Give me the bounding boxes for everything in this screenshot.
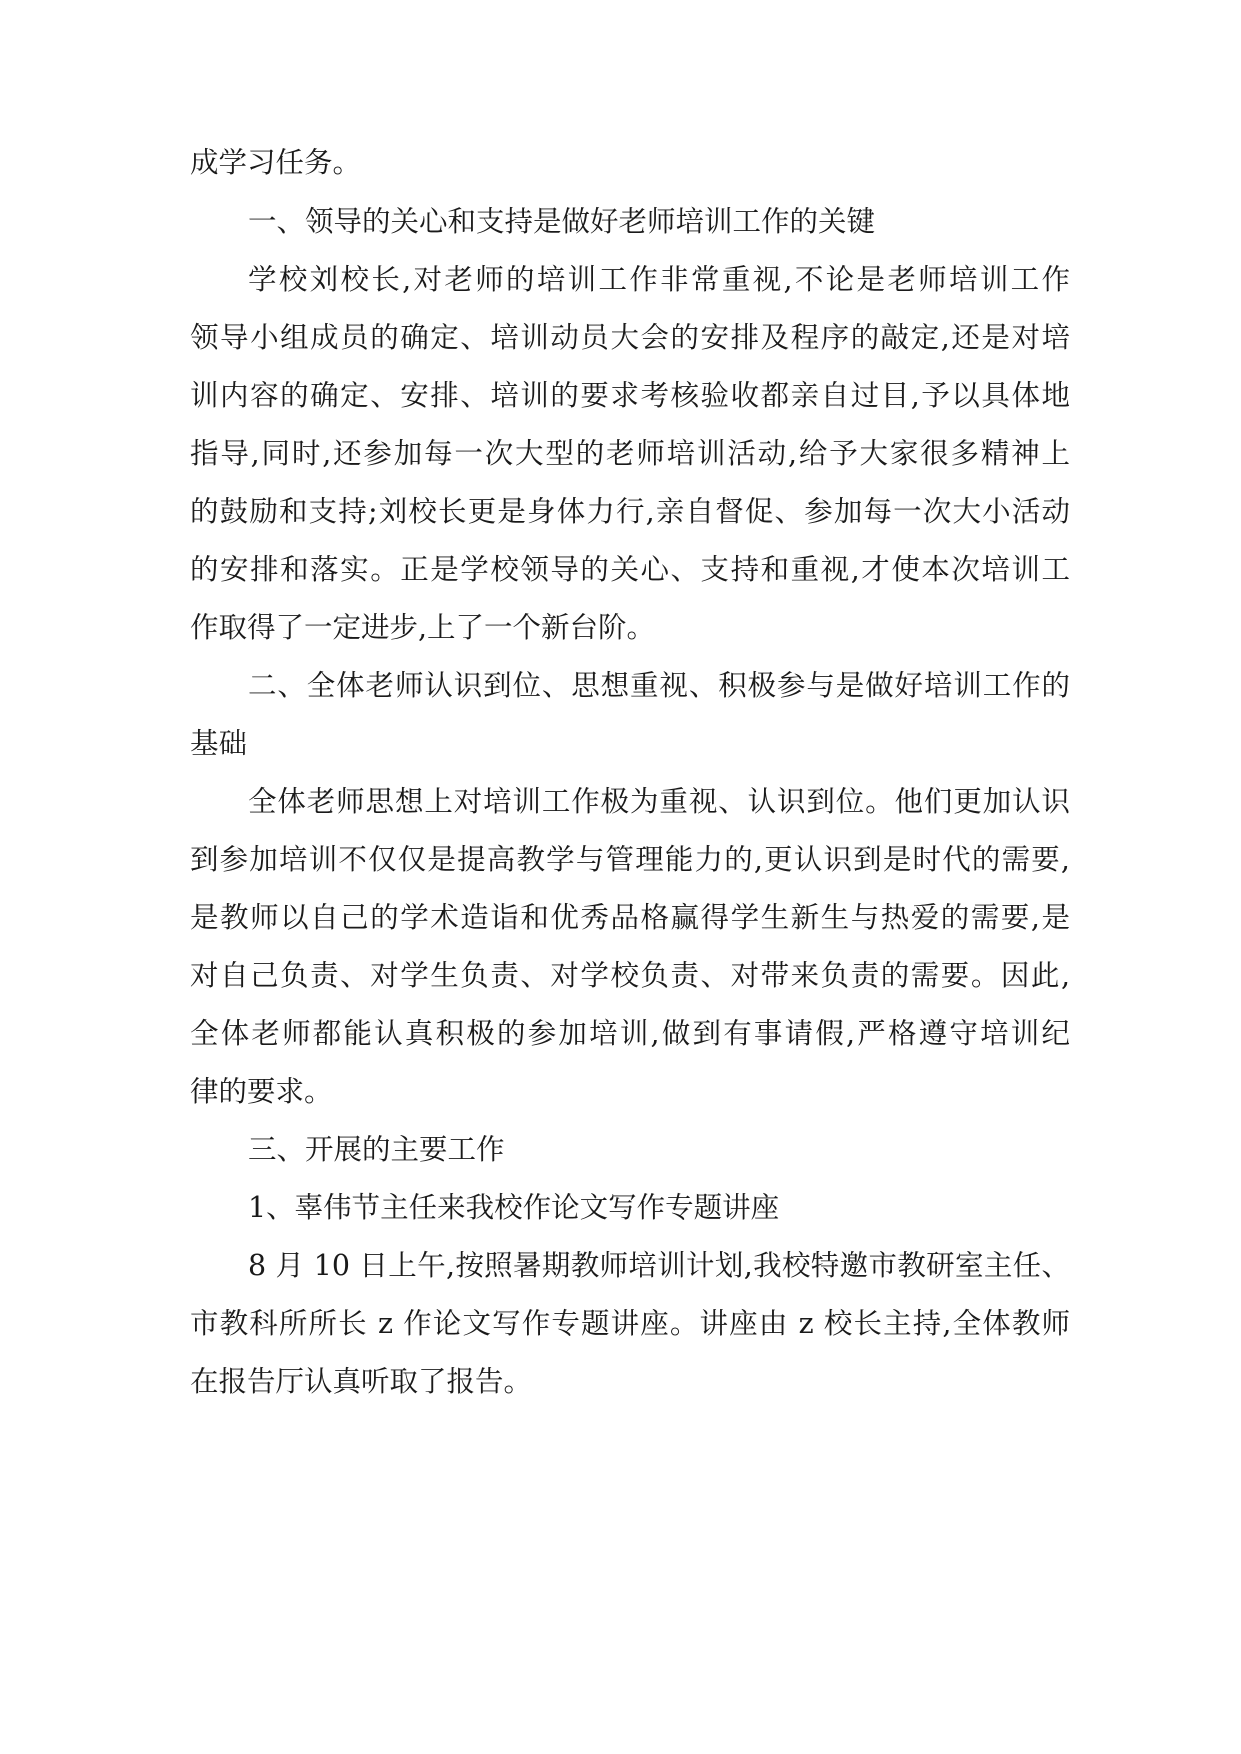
paragraph-line: 训内容的确定、安排、培训的要求考核验收都亲自过目,予以具体地 (190, 379, 1070, 412)
section-heading: 三、开展的主要工作 (248, 1133, 505, 1166)
section-heading: 一、领导的关心和支持是做好老师培训工作的关键 (248, 205, 876, 238)
paragraph-line: 8 月 10 日上午,按照暑期教师培训计划,我校特邀市教研室主任、 (248, 1249, 1070, 1282)
paragraph-line: 律的要求。 (190, 1075, 333, 1108)
paragraph-line: 作取得了一定进步,上了一个新台阶。 (190, 611, 656, 644)
paragraph-line: 市教科所所长 z 作论文写作专题讲座。讲座由 z 校长主持,全体教师 (190, 1307, 1070, 1340)
paragraph-line: 是教师以自己的学术造诣和优秀品格赢得学生新生与热爱的需要,是 (190, 901, 1070, 934)
section-heading: 二、全体老师认识到位、思想重视、积极参与是做好培训工作的 (248, 669, 1070, 702)
paragraph-line: 的安排和落实。正是学校领导的关心、支持和重视,才使本次培训工 (190, 553, 1070, 586)
paragraph-line: 领导小组成员的确定、培训动员大会的安排及程序的敲定,还是对培 (190, 321, 1070, 354)
paragraph-line: 的鼓励和支持;刘校长更是身体力行,亲自督促、参加每一次大小活动 (190, 495, 1070, 528)
paragraph-line: 指导,同时,还参加每一次大型的老师培训活动,给予大家很多精神上 (190, 437, 1070, 470)
section-heading: 基础 (190, 727, 248, 760)
paragraph-line: 全体老师都能认真积极的参加培训,做到有事请假,严格遵守培训纪 (190, 1017, 1070, 1050)
paragraph-line: 到参加培训不仅仅是提高教学与管理能力的,更认识到是时代的需要, (190, 843, 1070, 876)
paragraph-line: 在报告厅认真听取了报告。 (190, 1365, 533, 1398)
subsection-heading: 1、辜伟节主任来我校作论文写作专题讲座 (248, 1191, 780, 1224)
paragraph-line: 全体老师思想上对培训工作极为重视、认识到位。他们更加认识 (248, 785, 1070, 818)
paragraph-line: 学校刘校长,对老师的培训工作非常重视,不论是老师培训工作 (248, 263, 1070, 296)
paragraph-line: 对自己负责、对学生负责、对学校负责、对带来负责的需要。因此, (190, 959, 1070, 992)
paragraph-line: 成学习任务。 (190, 146, 362, 179)
